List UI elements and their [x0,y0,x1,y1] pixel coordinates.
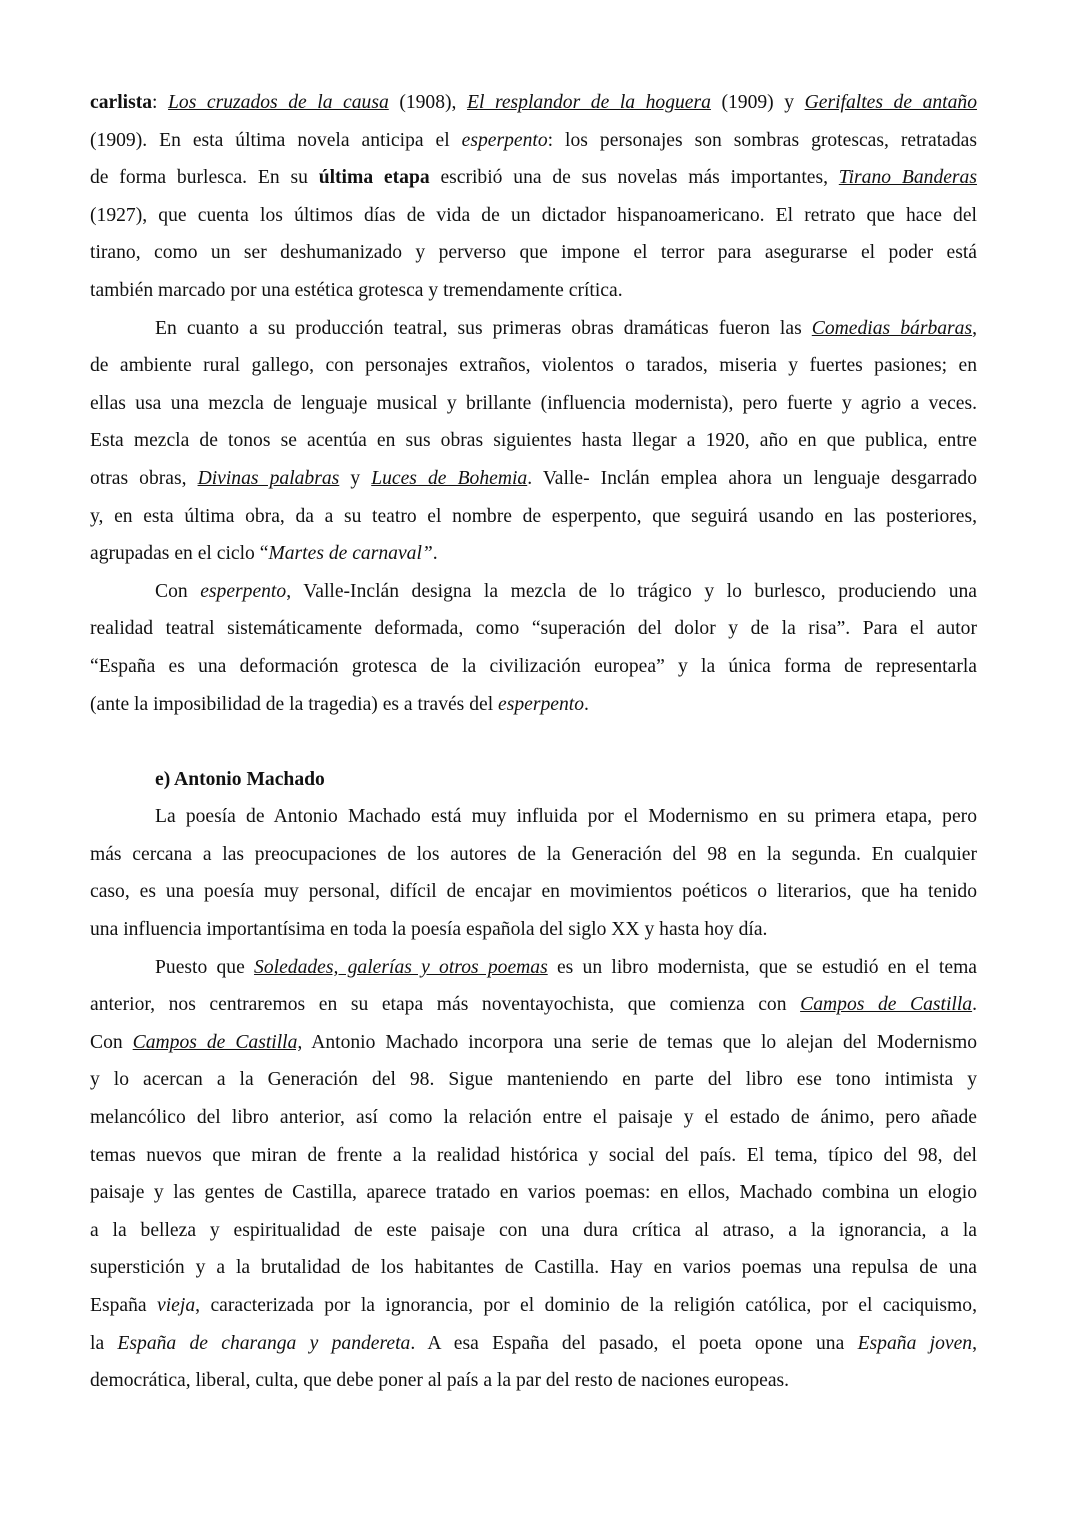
text-line [90,272,977,310]
paragraph [90,573,977,723]
paragraph [90,798,977,948]
text-line [90,873,977,911]
work-title: Comedias bárbaras [811,317,973,339]
paragraph [90,310,977,573]
italic-text: esperpento [498,693,585,715]
italic-text: esperpento [200,580,287,602]
text-run: : [152,92,169,113]
text-line [90,1024,977,1062]
text-line [90,1287,977,1325]
text-run: (1909). En esta última novela anticipa el [90,129,462,151]
text-run: En cuanto a su producción teatral, sus primeras obras dramáticas fueron las [155,317,812,339]
text-line [90,573,977,611]
text-run: (1909) y [710,92,805,113]
text-run: realidad teatral sistemáticamente deformada, como “superación del dolor y de la risa”. Para el autor [90,618,977,640]
text-run: (1927), que cuenta los últimos días de vida de un dictador hispanoamericano. El retrato que hace del [90,204,977,226]
text-run: a la belleza y espiritualidad de este paisaje con una dura crítica al atraso, a la ignorancia, a la [90,1219,977,1241]
text-run: La poesía de Antonio Machado está muy influida por el Modernismo en su primera etapa, pero [155,806,977,828]
text-line [90,122,977,160]
work-title: Tirano Banderas [838,167,977,189]
text-run: . [432,543,438,565]
text-line [90,986,977,1024]
text-run: (1908), [388,92,467,113]
paragraph [90,84,977,310]
bold-text: última etapa [318,167,430,189]
text-line [90,911,977,949]
text-run: melancólico del libro anterior, así como la relación entre el paisaje y el estado de ánimo, pero añade [90,1107,977,1129]
text-line [90,1099,977,1137]
text-line [90,610,977,648]
italic-text: vieja [157,1295,196,1316]
text-run: también marcado por una estética grotesca y tremendamente crítica. [90,279,623,301]
text-line [90,1174,977,1212]
text-run: . [584,693,589,715]
text-line [90,761,977,799]
text-run: Con [155,580,201,602]
text-line [90,535,977,573]
text-run: una influencia importantísima en toda la poesía española del siglo XX y hasta hoy día. [90,919,768,941]
text-line [90,798,977,836]
text-run: , Valle-Inclán designa la mezcla de lo trágico y lo burlesco, produciendo una [286,580,977,602]
text-line [90,686,977,724]
text-line [90,84,977,122]
bold-text: carlista [90,92,153,113]
text-run: caso, es una poesía muy personal, difícil de encajar en movimientos poéticos o literarios, que ha tenido [90,881,977,903]
text-run: , caracterizada por la ignorancia, por el dominio de la religión católica, por el caciquismo, [195,1295,977,1316]
text-run: superstición y a la brutalidad de los habitantes de Castilla. Hay en varios poemas una repulsa de una [90,1257,977,1279]
italic-text: esperpento [461,129,548,151]
italic-text: Martes de carnaval” [268,543,433,565]
text-run: de forma burlesca. En su [90,167,319,189]
text-run: Puesto que [155,956,255,978]
work-title: Gerifaltes de antaño [804,92,977,113]
text-run: ellas usa una mezcla de lenguaje musical y brillante (influencia modernista), pero fuerte y agrio a veces. [90,392,977,414]
text-run: , [972,317,977,339]
text-line [90,1212,977,1250]
text-line [90,234,977,272]
text-run: Con [90,1031,133,1053]
text-run: la [90,1332,118,1354]
text-run: paisaje y las gentes de Castilla, aparece tratado en varios poemas: en ellos, Machado combina un elogio [90,1182,977,1204]
italic-text: España joven [857,1332,973,1354]
bold-text: e) Antonio Machado [155,768,325,790]
text-run: democrática, liberal, culta, que debe poner al país a la par del resto de naciones europeas. [90,1370,790,1392]
work-title: Soledades, galerías y otros poemas [254,956,548,978]
text-line [90,1249,977,1287]
blank-line [90,723,977,761]
work-title: El resplandor de la hoguera [467,92,711,113]
text-line [90,460,977,498]
document-page [90,84,977,1400]
paragraph [90,949,977,1400]
text-run: . Valle- Inclán emplea ahora un lenguaje desgarrado [527,467,977,489]
text-line [90,648,977,686]
text-line [90,1061,977,1099]
text-run: de ambiente rural gallego, con personajes extraños, violentos o tarados, miseria y fuertes pasiones; en [90,355,977,377]
text-run: otras obras, [90,467,198,489]
text-run: Esta mezcla de tonos se acentúa en sus obras siguientes hasta llegar a 1920, año en que publica, entre [90,430,977,452]
text-run: Antonio Machado incorpora una serie de temas que lo alejan del Modernismo [302,1031,977,1053]
text-run: . A esa España del pasado, el poeta opone una [410,1332,858,1354]
work-title: Campos de Castilla, [132,1031,303,1053]
text-line [90,159,977,197]
text-run: y [339,467,372,489]
text-run: es un libro modernista, que se estudió en el tema [547,956,978,978]
text-run: agrupadas en el ciclo “ [90,543,269,565]
text-line [90,197,977,235]
text-run: “España es una deformación grotesca de la civilización europea” y la única forma de representarla [90,655,977,677]
section-heading [90,761,977,799]
work-title: Campos de Castilla [800,994,973,1016]
text-run: (ante la imposibilidad de la tragedia) es a través del [90,693,499,715]
text-line [90,949,977,987]
text-line [90,1137,977,1175]
work-title: Divinas palabras [197,467,340,489]
text-run: : los personajes son sombras grotescas, retratadas [547,129,977,151]
text-line [90,422,977,460]
text-line [90,347,977,385]
text-line [90,836,977,874]
text-line [90,385,977,423]
text-run: más cercana a las preocupaciones de los autores de la Generación del 98 en la segunda. En cualquier [90,843,977,865]
work-title: Los cruzados de la causa [168,92,389,113]
work-title: Luces de Bohemia [371,467,528,489]
text-line [90,310,977,348]
text-run: tirano, como un ser deshumanizado y perverso que impone el terror para asegurarse el poder está [90,242,977,264]
italic-text: España de charanga y pandereta [117,1332,411,1354]
text-run: anterior, nos centraremos en su etapa más noventayochista, que comienza con [90,994,801,1016]
text-run: y, en esta última obra, da a su teatro el nombre de esperpento, que seguirá usando en las posteriores, [90,505,977,527]
text-run: escribió una de sus novelas más importantes, [429,167,839,189]
text-run: España [90,1295,158,1316]
text-run: y lo acercan a la Generación del 98. Sigue manteniendo en parte del libro ese tono intimista y [90,1069,977,1091]
text-run: temas nuevos que miran de frente a la realidad histórica y social del país. El tema, típico del 98, del [90,1144,977,1166]
text-line [90,498,977,536]
text-line [90,1362,977,1400]
text-line [90,1325,977,1363]
text-run: , [972,1332,977,1354]
text-run: . [972,994,977,1016]
